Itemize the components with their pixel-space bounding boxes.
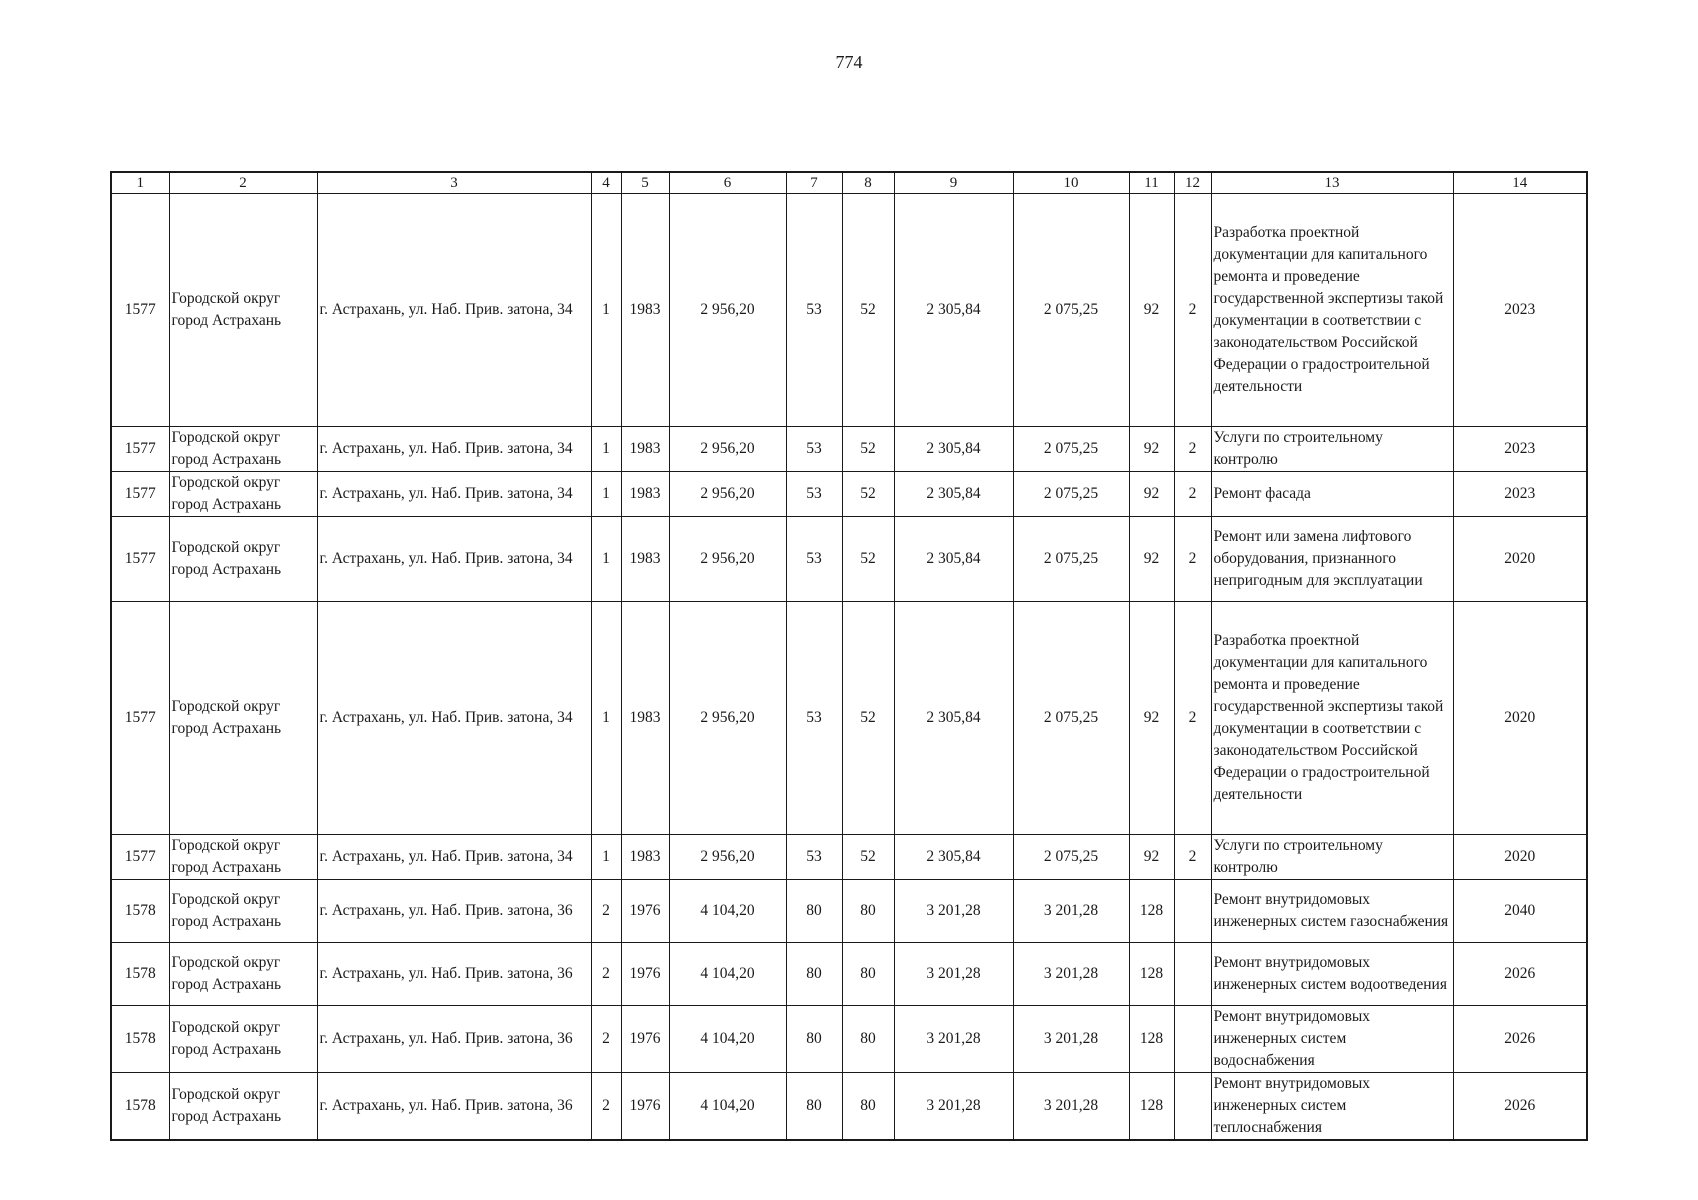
value-cell: 3 201,28	[894, 1006, 1013, 1073]
work-type-cell: Ремонт или замена лифтового оборудования, признанного непригодным для эксплуатации	[1211, 517, 1453, 602]
record-number-cell: 1577	[111, 835, 169, 880]
value-cell: 3 201,28	[1013, 943, 1129, 1006]
value-cell: 2	[591, 1073, 621, 1141]
record-number-cell: 1577	[111, 472, 169, 517]
planned-year-cell: 2020	[1453, 835, 1587, 880]
column-header: 13	[1211, 172, 1453, 194]
value-cell: 3 201,28	[894, 880, 1013, 943]
value-cell: 2	[591, 943, 621, 1006]
column-header: 14	[1453, 172, 1587, 194]
address-cell: г. Астрахань, ул. Наб. Прив. затона, 34	[317, 472, 591, 517]
value-cell: 80	[842, 880, 894, 943]
value-cell: 92	[1129, 835, 1174, 880]
address-cell: г. Астрахань, ул. Наб. Прив. затона, 34	[317, 835, 591, 880]
value-cell: 53	[786, 517, 842, 602]
value-cell: 92	[1129, 194, 1174, 427]
value-cell: 92	[1129, 472, 1174, 517]
table-row	[111, 880, 1587, 943]
value-cell: 3 201,28	[894, 1073, 1013, 1141]
work-type-cell: Услуги по строительному контролю	[1211, 835, 1453, 880]
year-built-cell: 1983	[621, 517, 669, 602]
value-cell: 4 104,20	[669, 880, 786, 943]
municipality-cell: Городской округ город Астрахань	[169, 517, 317, 602]
value-cell: 1	[591, 517, 621, 602]
column-header: 6	[669, 172, 786, 194]
value-cell: 2 075,25	[1013, 835, 1129, 880]
value-cell: 4 104,20	[669, 1006, 786, 1073]
value-cell: 2 956,20	[669, 835, 786, 880]
value-cell: 53	[786, 194, 842, 427]
address-cell: г. Астрахань, ул. Наб. Прив. затона, 34	[317, 427, 591, 472]
work-type-cell: Услуги по строительному контролю	[1211, 427, 1453, 472]
value-cell: 2 305,84	[894, 427, 1013, 472]
value-cell: 2	[591, 1006, 621, 1073]
value-cell: 80	[786, 1006, 842, 1073]
work-type-cell: Ремонт внутридомовых инженерных систем водоснабжения	[1211, 1006, 1453, 1073]
value-cell: 2	[1174, 427, 1211, 472]
value-cell	[1174, 1006, 1211, 1073]
record-number-cell: 1578	[111, 943, 169, 1006]
value-cell: 80	[786, 880, 842, 943]
address-cell: г. Астрахань, ул. Наб. Прив. затона, 36	[317, 880, 591, 943]
value-cell: 92	[1129, 517, 1174, 602]
value-cell: 53	[786, 835, 842, 880]
value-cell: 2	[1174, 517, 1211, 602]
year-built-cell: 1983	[621, 194, 669, 427]
table-row	[111, 835, 1587, 880]
table-row	[111, 1006, 1587, 1073]
year-built-cell: 1983	[621, 472, 669, 517]
value-cell: 2	[591, 880, 621, 943]
municipality-cell: Городской округ город Астрахань	[169, 1006, 317, 1073]
table-row	[111, 602, 1587, 835]
value-cell: 2 075,25	[1013, 602, 1129, 835]
year-built-cell: 1983	[621, 602, 669, 835]
value-cell: 128	[1129, 880, 1174, 943]
value-cell: 2 956,20	[669, 472, 786, 517]
municipality-cell: Городской округ город Астрахань	[169, 472, 317, 517]
value-cell: 2	[1174, 472, 1211, 517]
record-number-cell: 1577	[111, 194, 169, 427]
planned-year-cell: 2026	[1453, 943, 1587, 1006]
municipality-cell: Городской округ город Астрахань	[169, 835, 317, 880]
value-cell: 3 201,28	[1013, 1073, 1129, 1141]
table-row	[111, 943, 1587, 1006]
column-header: 5	[621, 172, 669, 194]
value-cell: 80	[842, 943, 894, 1006]
value-cell	[1174, 1073, 1211, 1141]
record-number-cell: 1577	[111, 517, 169, 602]
value-cell: 80	[786, 1073, 842, 1141]
column-header: 9	[894, 172, 1013, 194]
year-built-cell: 1983	[621, 835, 669, 880]
municipality-cell: Городской округ город Астрахань	[169, 943, 317, 1006]
address-cell: г. Астрахань, ул. Наб. Прив. затона, 36	[317, 943, 591, 1006]
work-type-cell: Разработка проектной документации для капитального ремонта и проведение государственной экспертизы такой документации в соответствии с законодательством Российской Федерации о градостроительной деятельности	[1211, 194, 1453, 427]
value-cell: 1	[591, 427, 621, 472]
value-cell: 128	[1129, 943, 1174, 1006]
value-cell: 2 956,20	[669, 517, 786, 602]
column-header: 7	[786, 172, 842, 194]
record-number-cell: 1577	[111, 602, 169, 835]
value-cell: 2 305,84	[894, 835, 1013, 880]
value-cell: 80	[842, 1073, 894, 1141]
record-number-cell: 1577	[111, 427, 169, 472]
work-type-cell: Ремонт внутридомовых инженерных систем теплоснабжения	[1211, 1073, 1453, 1141]
value-cell: 3 201,28	[1013, 1006, 1129, 1073]
column-header: 2	[169, 172, 317, 194]
address-cell: г. Астрахань, ул. Наб. Прив. затона, 34	[317, 194, 591, 427]
municipality-cell: Городской округ город Астрахань	[169, 194, 317, 427]
work-type-cell: Разработка проектной документации для капитального ремонта и проведение государственной экспертизы такой документации в соответствии с законодательством Российской Федерации о градостроительной деятельности	[1211, 602, 1453, 835]
table-row	[111, 427, 1587, 472]
value-cell: 2 075,25	[1013, 472, 1129, 517]
value-cell: 80	[786, 943, 842, 1006]
planned-year-cell: 2020	[1453, 602, 1587, 835]
capital-repair-register-table	[110, 171, 1588, 1141]
value-cell: 2	[1174, 835, 1211, 880]
column-header: 12	[1174, 172, 1211, 194]
value-cell	[1174, 880, 1211, 943]
column-header: 8	[842, 172, 894, 194]
year-built-cell: 1976	[621, 1006, 669, 1073]
work-type-cell: Ремонт внутридомовых инженерных систем газоснабжения	[1211, 880, 1453, 943]
column-numbers-row	[111, 172, 1587, 194]
value-cell: 2 305,84	[894, 602, 1013, 835]
value-cell: 1	[591, 194, 621, 427]
column-header: 4	[591, 172, 621, 194]
planned-year-cell: 2020	[1453, 517, 1587, 602]
municipality-cell: Городской округ город Астрахань	[169, 1073, 317, 1141]
year-built-cell: 1976	[621, 1073, 669, 1141]
value-cell: 2 956,20	[669, 602, 786, 835]
year-built-cell: 1976	[621, 880, 669, 943]
municipality-cell: Городской округ город Астрахань	[169, 427, 317, 472]
value-cell: 53	[786, 472, 842, 517]
column-header: 11	[1129, 172, 1174, 194]
value-cell: 3 201,28	[1013, 880, 1129, 943]
value-cell: 52	[842, 472, 894, 517]
column-header: 3	[317, 172, 591, 194]
table-row	[111, 1073, 1587, 1141]
address-cell: г. Астрахань, ул. Наб. Прив. затона, 36	[317, 1006, 591, 1073]
record-number-cell: 1578	[111, 1006, 169, 1073]
planned-year-cell: 2026	[1453, 1073, 1587, 1141]
page-number: 774	[835, 52, 863, 72]
value-cell: 2 956,20	[669, 427, 786, 472]
table-row	[111, 472, 1587, 517]
planned-year-cell: 2040	[1453, 880, 1587, 943]
value-cell: 2 075,25	[1013, 194, 1129, 427]
planned-year-cell: 2026	[1453, 1006, 1587, 1073]
value-cell: 92	[1129, 427, 1174, 472]
value-cell: 4 104,20	[669, 1073, 786, 1141]
value-cell: 2 075,25	[1013, 517, 1129, 602]
value-cell: 128	[1129, 1073, 1174, 1141]
column-header: 10	[1013, 172, 1129, 194]
value-cell: 1	[591, 835, 621, 880]
year-built-cell: 1983	[621, 427, 669, 472]
planned-year-cell: 2023	[1453, 427, 1587, 472]
value-cell: 52	[842, 602, 894, 835]
value-cell: 92	[1129, 602, 1174, 835]
municipality-cell: Городской округ город Астрахань	[169, 880, 317, 943]
value-cell: 80	[842, 1006, 894, 1073]
value-cell: 52	[842, 194, 894, 427]
address-cell: г. Астрахань, ул. Наб. Прив. затона, 36	[317, 1073, 591, 1141]
value-cell: 3 201,28	[894, 943, 1013, 1006]
value-cell: 53	[786, 602, 842, 835]
value-cell: 2 305,84	[894, 194, 1013, 427]
value-cell: 128	[1129, 1006, 1174, 1073]
table-row	[111, 517, 1587, 602]
work-type-cell: Ремонт фасада	[1211, 472, 1453, 517]
value-cell: 1	[591, 602, 621, 835]
municipality-cell: Городской округ город Астрахань	[169, 602, 317, 835]
value-cell: 2 305,84	[894, 517, 1013, 602]
value-cell: 53	[786, 427, 842, 472]
value-cell: 1	[591, 472, 621, 517]
planned-year-cell: 2023	[1453, 194, 1587, 427]
planned-year-cell: 2023	[1453, 472, 1587, 517]
value-cell: 2 956,20	[669, 194, 786, 427]
column-header: 1	[111, 172, 169, 194]
work-type-cell: Ремонт внутридомовых инженерных систем водоотведения	[1211, 943, 1453, 1006]
record-number-cell: 1578	[111, 1073, 169, 1141]
address-cell: г. Астрахань, ул. Наб. Прив. затона, 34	[317, 602, 591, 835]
year-built-cell: 1976	[621, 943, 669, 1006]
value-cell: 2	[1174, 194, 1211, 427]
value-cell	[1174, 943, 1211, 1006]
value-cell: 52	[842, 517, 894, 602]
value-cell: 2	[1174, 602, 1211, 835]
value-cell: 4 104,20	[669, 943, 786, 1006]
value-cell: 52	[842, 835, 894, 880]
address-cell: г. Астрахань, ул. Наб. Прив. затона, 34	[317, 517, 591, 602]
value-cell: 2 075,25	[1013, 427, 1129, 472]
value-cell: 52	[842, 427, 894, 472]
table-row	[111, 194, 1587, 427]
value-cell: 2 305,84	[894, 472, 1013, 517]
record-number-cell: 1578	[111, 880, 169, 943]
